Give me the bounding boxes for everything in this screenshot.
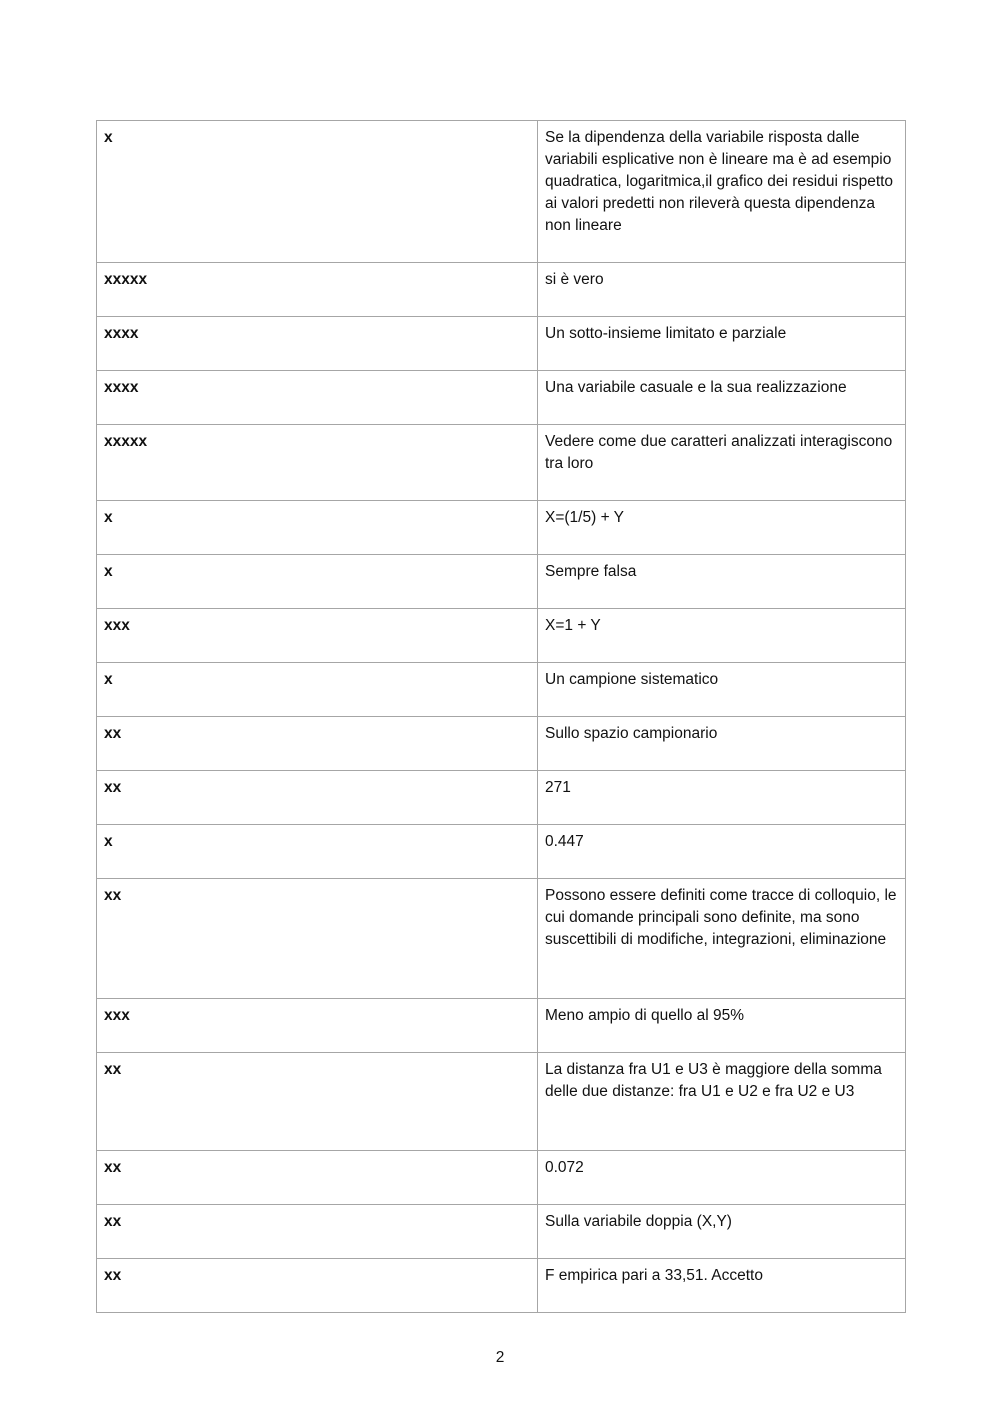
code-cell: x: [97, 121, 538, 263]
code-cell: xx: [97, 1259, 538, 1313]
answer-cell: si è vero: [538, 263, 906, 317]
answer-cell: Un sotto-insieme limitato e parziale: [538, 317, 906, 371]
table-row: [97, 1053, 906, 1151]
code-cell: x: [97, 501, 538, 555]
answer-cell: Una variabile casuale e la sua realizzazione: [538, 371, 906, 425]
code-cell: xx: [97, 771, 538, 825]
code-cell: x: [97, 555, 538, 609]
table-row: [97, 121, 906, 263]
code-cell: x: [97, 663, 538, 717]
answer-cell: Sullo spazio campionario: [538, 717, 906, 771]
table-row: [97, 501, 906, 555]
table-row: [97, 717, 906, 771]
code-cell: xx: [97, 717, 538, 771]
table-row: [97, 879, 906, 999]
code-cell: xx: [97, 1151, 538, 1205]
answer-cell: Vedere come due caratteri analizzati interagiscono tra loro: [538, 425, 906, 501]
code-cell: xxx: [97, 999, 538, 1053]
table-row: [97, 1259, 906, 1313]
table-row: [97, 771, 906, 825]
answer-cell: 0.447: [538, 825, 906, 879]
table-row: [97, 425, 906, 501]
answer-cell: Se la dipendenza della variabile risposta dalle variabili esplicative non è lineare ma è ad esempio quadratica, logaritmica,il grafico dei residui rispetto ai valori predetti non rileverà questa dipendenza non lineare: [538, 121, 906, 263]
answer-cell: X=1 + Y: [538, 609, 906, 663]
answer-cell: Possono essere definiti come tracce di colloquio, le cui domande principali sono definite, ma sono suscettibili di modifiche, integrazioni, eliminazione: [538, 879, 906, 999]
table-row: [97, 663, 906, 717]
code-cell: xxxx: [97, 317, 538, 371]
answer-cell: Meno ampio di quello al 95%: [538, 999, 906, 1053]
code-cell: xxxx: [97, 371, 538, 425]
table-row: [97, 263, 906, 317]
answer-cell: 0.072: [538, 1151, 906, 1205]
answer-cell: La distanza fra U1 e U3 è maggiore della somma delle due distanze: fra U1 e U2 e fra U2 e U3: [538, 1053, 906, 1151]
answer-cell: F empirica pari a 33,51. Accetto: [538, 1259, 906, 1313]
table-row: [97, 609, 906, 663]
table-row: [97, 1151, 906, 1205]
page-number: 2: [495, 1349, 505, 1366]
answer-cell: Un campione sistematico: [538, 663, 906, 717]
table-row: [97, 555, 906, 609]
code-cell: xxxxx: [97, 263, 538, 317]
code-cell: x: [97, 825, 538, 879]
table-row: [97, 999, 906, 1053]
code-cell: xx: [97, 1053, 538, 1151]
code-cell: xxx: [97, 609, 538, 663]
code-cell: xx: [97, 1205, 538, 1259]
answer-cell: 271: [538, 771, 906, 825]
answer-cell: Sulla variabile doppia (X,Y): [538, 1205, 906, 1259]
code-cell: xx: [97, 879, 538, 999]
table-row: [97, 825, 906, 879]
table-row: [97, 317, 906, 371]
answers-table: [96, 120, 906, 1313]
answer-cell: Sempre falsa: [538, 555, 906, 609]
table-row: [97, 1205, 906, 1259]
table-row: [97, 371, 906, 425]
answer-cell: X=(1/5) + Y: [538, 501, 906, 555]
code-cell: xxxxx: [97, 425, 538, 501]
